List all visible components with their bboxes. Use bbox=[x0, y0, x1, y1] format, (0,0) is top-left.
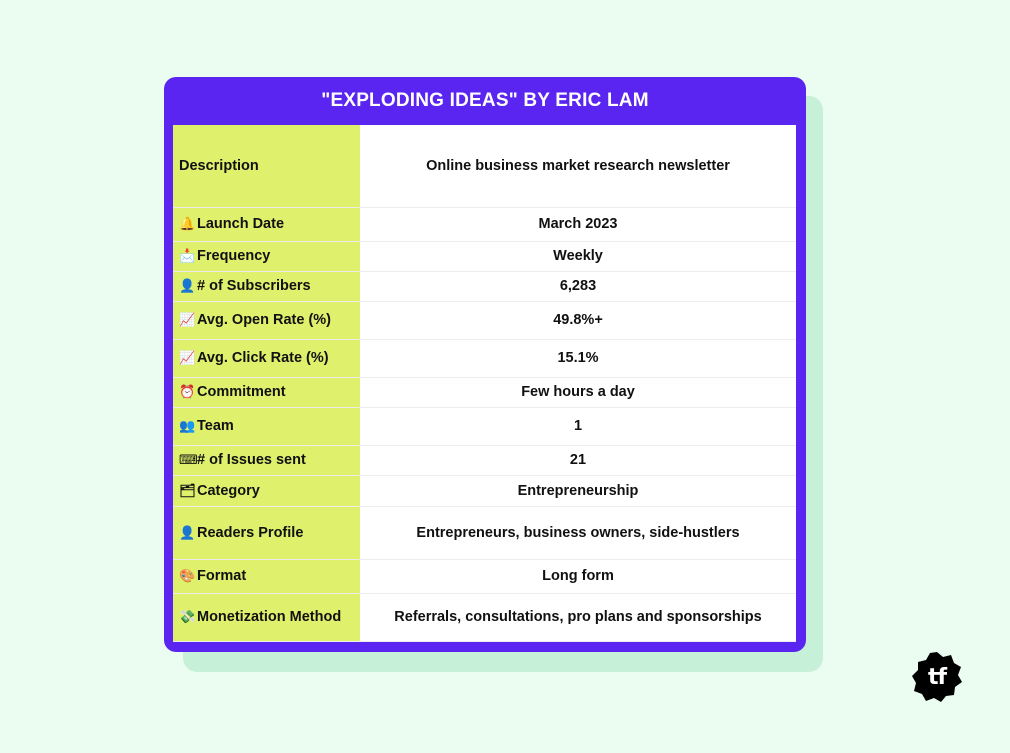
row-value: 21 bbox=[360, 445, 796, 475]
row-label: Monetization Method bbox=[197, 609, 342, 625]
row-label-cell bbox=[173, 593, 360, 641]
money-wings-icon: 💸 bbox=[179, 609, 196, 624]
row-label-cell bbox=[173, 475, 360, 506]
row-label-cell bbox=[173, 125, 360, 207]
envelope-icon: 📩 bbox=[179, 248, 196, 263]
info-table bbox=[173, 125, 796, 642]
row-label: Avg. Open Rate (%) bbox=[197, 312, 332, 328]
row-value: Long form bbox=[360, 559, 796, 593]
table-row bbox=[173, 559, 796, 593]
row-value: 49.8%+ bbox=[360, 301, 796, 339]
row-label: Team bbox=[197, 418, 234, 434]
chart-up-icon: 📈 bbox=[179, 312, 196, 327]
row-label-cell bbox=[173, 207, 360, 241]
newsletter-card bbox=[164, 77, 806, 652]
keyboard-icon: ⌨ bbox=[179, 452, 198, 467]
row-label: # of Subscribers bbox=[197, 278, 311, 294]
bell-icon: 🔔 bbox=[179, 216, 196, 231]
row-label: Readers Profile bbox=[197, 524, 304, 541]
row-value: 1 bbox=[360, 407, 796, 445]
tf-logo bbox=[911, 651, 963, 703]
row-label: Format bbox=[197, 568, 247, 584]
row-label: # of Issues sent bbox=[197, 452, 306, 468]
row-value: 15.1% bbox=[360, 339, 796, 377]
people-icon: 👥 bbox=[179, 418, 196, 433]
row-label: Category bbox=[197, 482, 260, 499]
table-row bbox=[173, 445, 796, 475]
row-label-cell bbox=[173, 301, 360, 339]
row-label: Commitment bbox=[197, 384, 286, 400]
row-label: Description bbox=[179, 157, 259, 174]
row-value: March 2023 bbox=[360, 207, 796, 241]
person-icon: 👤 bbox=[179, 524, 196, 540]
table-row bbox=[173, 593, 796, 641]
row-label-cell bbox=[173, 445, 360, 475]
alarm-clock-icon: ⏰ bbox=[179, 384, 196, 399]
row-value: Online business market research newsletter bbox=[360, 125, 796, 207]
table-row bbox=[173, 271, 796, 301]
table-row bbox=[173, 125, 796, 207]
folder-icon: 🗂 bbox=[179, 482, 196, 498]
row-label-cell bbox=[173, 506, 360, 559]
row-label-cell bbox=[173, 339, 360, 377]
table-row bbox=[173, 339, 796, 377]
person-icon: 👤 bbox=[179, 278, 196, 293]
row-value: Few hours a day bbox=[360, 377, 796, 407]
row-label: Launch Date bbox=[197, 216, 285, 232]
row-label: Frequency bbox=[197, 248, 271, 264]
row-label-cell bbox=[173, 241, 360, 271]
row-label: Avg. Click Rate (%) bbox=[197, 350, 329, 366]
row-value: 6,283 bbox=[360, 271, 796, 301]
chart-up-icon: 📈 bbox=[179, 350, 196, 365]
card-title: "EXPLODING IDEAS" BY ERIC LAM bbox=[321, 90, 649, 111]
table-row bbox=[173, 377, 796, 407]
row-value: Weekly bbox=[360, 241, 796, 271]
row-value: Entrepreneurship bbox=[360, 475, 796, 506]
table-row bbox=[173, 207, 796, 241]
table-row bbox=[173, 407, 796, 445]
logo-text: tf bbox=[927, 664, 947, 690]
table-row bbox=[173, 506, 796, 559]
row-value: Entrepreneurs, business owners, side-hustlers bbox=[360, 506, 796, 559]
row-label-cell bbox=[173, 377, 360, 407]
table-row bbox=[173, 301, 796, 339]
palette-icon: 🎨 bbox=[179, 568, 196, 583]
table-row bbox=[173, 475, 796, 506]
row-label-cell bbox=[173, 559, 360, 593]
row-value: Referrals, consultations, pro plans and sponsorships bbox=[360, 593, 796, 641]
table-row bbox=[173, 241, 796, 271]
row-label-cell bbox=[173, 407, 360, 445]
row-label-cell bbox=[173, 271, 360, 301]
